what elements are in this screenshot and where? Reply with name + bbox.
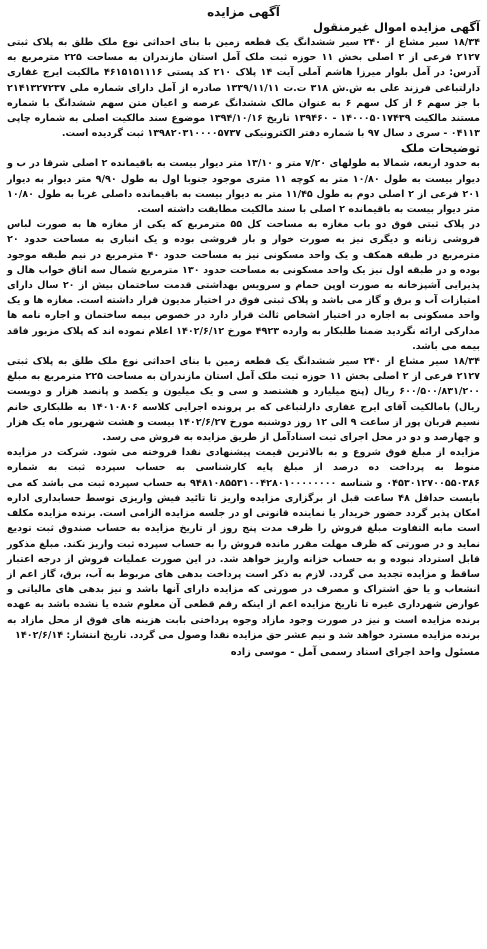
boundaries-paragraph: به حدود اربعه، شمالا به طولهای ۷/۲۰ متر و ۱۳/۱۰ متر دیوار بیست به باقیمانده ۲ اصلی شرقا در ب و دیوار بیست به طول ۱۰/۸۰ متر به کوچه ۱۱ متری موجود جنوبا اول به طول ۹/۹۰ متر دیوار به دیوار ۲۰۱ فرعی از ۲ اصلی دوم به طول ۱۱/۴۵ متر به دیوار بیست به باقیمانده داصلی غربا به طول ۱۰/۸۰ متر دیوار بیست به باقیمانده ۲ اصلی با سند مالکیت مطابقت داشته است. [7, 158, 480, 216]
auction-terms-paragraph: مزایده از مبلغ فوق شروع و به بالاترین قیمت پیشنهادی نقدا فروخته می شود. شرکت در مزایده منوط به پرداخت ده درصد از مبلغ پایه کارشناسی به حساب سپرده ثبت به شماره ۰۴۵۳۰۱۲۷۰۰۵۵۰۳۸۶ و شناسه ۹۴۸۱۰۸۵۵۳۱۰۰۴۲۸۰۱۰۰۰۰۰۰۰۰ به حساب سپرده ثبت می باشد که می بایست حداقل ۴۸ ساعت قبل از برگزاری مزایده واریز تا تائید فیش واریزی توسط حسابداری اداره امکان پذیر گردد حضور خریدار یا نماینده قانونی او در جلسه مزایده الزامی است. برنده مزایده مکلف است مابه التفاوت مبلغ فروش را ظرف مدت پنج روز از تاریخ مزایده به حساب صندوق ثبت تودیع نماید و در صورتی که ظرف مهلت مقرر مانده فروش را به حساب سپرده ثبت واریز نکند. مبلغ مذکور قابل استرداد نبوده و به حساب خزانه واریز خواهد شد. در این صورت عملیات فروش از درجه اعتبار ساقط و مزایده تجدید می گردد. لازم به ذکر است پرداخت بدهی های مربوط به آب، برق، گاز اعم از انشعاب و یا حق اشتراک و مصرف در صورتی که مزایده دارای آنها باشد و نیز بدهی های مالیاتی و عوارض شهرداری غیره تا تاریخ مزایده اعم از اینکه رقم قطعی آن معلوم شده یا نشده باشد به عهده برنده مزایده است و نیز در صورت وجود مازاد وجوه پرداختی بابت هزینه های فوق از محل مازاد به برنده مزایده مسترد خواهد شد و نیم عشر حق مزایده نقدا وصول می گردد. تاریخ انتشار: ۱۴۰۲/۶/۱۴ [7, 447, 480, 641]
auction-price-paragraph: ۱۸/۳۴ سیر مشاع از ۲۴۰ سیر ششدانگ یک قطعه زمین با بنای احداثی نوع ملک طلق به پلاک ثبتی ۲۱۲۷ فرعی از ۲ اصلی بخش ۱۱ حوزه ثبت ملک آمل استان مازندران به مساحت ۲۲۵ مترمربع به مبلغ ۶۰۰/۵۰۰/۸۳۱/۲۰۰ ریال (پنج میلیارد و هشتصد و سی و یک میلیون و یکصد و پانصد هزار و دویست ریال) بامالکیت آقای ایرج غفاری دارلتباغی که بر پرونده اجرایی کلاسه ۱۴۰۱۰۸۰۶ به طلبکاری خانم نسیم قربان پور از ساعت ۹ الی ۱۲ روز دوشنبه مورخ ۱۴۰۲/۶/۲۷ بیست و هشت شهریور ماه یک هزار و چهارصد و دو در محل اجرای ثبت اسنادآمل از طریق مزایده به فروش می رسد. [7, 356, 481, 444]
property-details-heading: توضیحات ملک [400, 141, 480, 156]
signature-line: مسئول واحد اجرای اسناد رسمی آمل - موسی زاده [230, 646, 480, 658]
building-details-paragraph: در پلاک ثبتی فوق دو باب مغازه به مساحت کل ۵۵ مترمربع که یکی از مغازه ها به صورت لباس فروشی زنانه و دیگری نیز به صورت خوار و بار فروشی بوده و یک انباری به مساحت حدود ۲۰ مترمربع در طبقه همکف و یک واحد مسکونی نیز به مساحت حدود ۴۰ مترمربع در نیم طبقه موجود بوده و در طبقه اول نیز یک واحد مسکونی به مساحت حدود ۱۳۰ مترمربع شمال سه اتاق خواب هال و پذیرایی آشپزخانه به صورت اوپن حمام و سرویس بهداشتی قدمت ساختمان بیش از ۲۰ سال دارای امتیازات آب و برق و گاز می باشد و پلاک ثبتی فوق در اختیار مدیون قرار داشته است. مغازه ها و یک واحد مسکونی به اجاره در اختیار اشخاص ثالث قرار دارد در خصوص بیمه ساختمان و اجاره نامه ها مدارکی ارائه نگردید ضمنا طلبکار به وارده ۴۹۲۳ مورخ ۱۴۰۲/۶/۱۲ اعلام نموده اند که پلاک مزبور فاقد بیمه می باشد. [7, 219, 480, 352]
property-description-paragraph: ۱۸/۳۴ سیر مشاع از ۲۴۰ سیر ششدانگ یک قطعه زمین با بنای احداثی نوع ملک طلق به پلاک ثبتی ۲۱۲۷ فرعی از ۲ اصلی بخش ۱۱ حوزه ثبت ملک آمل استان مازندران به مساحت ۲۲۵ مترمربع به آدرس: در آمل بلوار میرزا هاشم آملی آیت ۱۴ پلاک ۲۱۰ کد پستی ۴۶۱۵۱۵۱۱۱۶ مالکیت ایرج غفاری دارلتباغی فرزند علی به ش.ش ۳۱۸ ت.ت ۱۳۳۹/۱۱/۱۱ صادره از آمل دارای شماره ملی ۲۱۴۱۳۲۷۲۳۷ با جز سهم ۶ از کل سهم ۶ به عنوان مالک ششدانگ عرصه و اعیان متن سهم ششدانگ با شماره مستند مالکیت ۱۴۰۰۰۵۰۱۷۴۳۹ - ۱۳۹۴۶۰ تاریخ ۱۳۹۴/۱۰/۱۶ موضوع سند مالکیت اصلی به شماره چاپی ۰۴۱۱۳ - سری د سال ۹۷ با شماره دفتر الکترونیکی ۱۳۹۸۲۰۳۱۰۰۰۰۵۷۳۷ ثبت گردیده است. [7, 37, 481, 140]
notice-heading: آگهی مزایده اموال غیرمنقول [312, 20, 480, 34]
notice-title: آگهی مزایده [207, 5, 280, 19]
